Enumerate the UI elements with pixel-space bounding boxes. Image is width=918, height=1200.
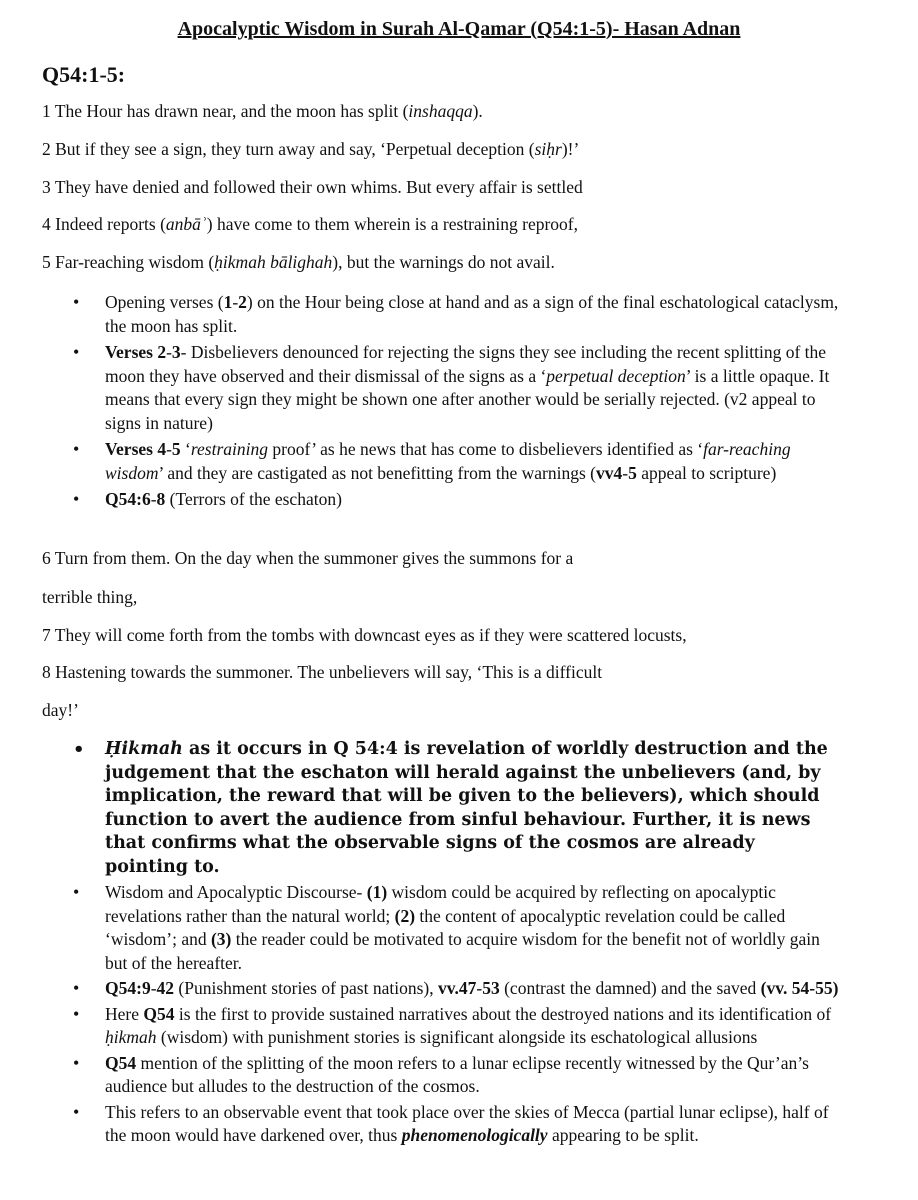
bullet-list: [0, 291, 918, 512]
list-item: • Q54 mention of the splitting of the moon refers to a lunar eclipse recently witnessed by the Qur’an’s audience but alludes to the destruction of the cosmos.: [0, 1052, 918, 1099]
list-item: • Opening verses (1-2) on the Hour being close at hand and as a sign of the final eschatological cataclysm, the moon has split.: [0, 291, 918, 338]
verse-line: 8 Hastening towards the summoner. The unbelievers will say, ‘This is a difficult: [42, 662, 603, 682]
list-item: • Verses 2-3- Disbelievers denounced for rejecting the signs they see including the recent splitting of the moon they have observed and their dismissal of the signs as a ‘perpetual deception’ is a little opaque. It means that every sign they might be shown one after another would be serially rejected. (v2 appeal to signs in nature): [0, 341, 918, 435]
verse-line: 7 They will come forth from the tombs with downcast eyes as if they were scattered locusts,: [42, 625, 687, 645]
verse-line: 6 Turn from them. On the day when the summoner gives the summons for a: [42, 548, 574, 568]
bullet-list: [0, 738, 918, 1150]
section-heading: Q54:1-5:: [42, 62, 126, 87]
list-item: • Q54:9-42 (Punishment stories of past nations), vv.47-53 (contrast the damned) and the saved (vv. 54-55): [0, 977, 918, 1001]
list-item: • Q54:6-8 (Terrors of the eschaton): [0, 488, 918, 512]
verse-line: 2 But if they see a sign, they turn away and say, ‘Perpetual deception (siḥr)!’: [42, 139, 580, 159]
list-item: • This refers to an observable event that took place over the skies of Mecca (partial lunar eclipse), half of the moon would have darkened over, thus phenomenologically appearing to be split.: [0, 1101, 918, 1148]
verse-line: 5 Far-reaching wisdom (ḥikmah bālighah), but the warnings do not avail.: [42, 252, 555, 272]
verse-line: 1 The Hour has drawn near, and the moon has split (inshaqqa).: [42, 101, 483, 121]
list-item: • Ḥikmah as it occurs in Q 54:4 is revelation of worldly destruction and the judgement that the eschaton will herald against the unbelievers (and, by implication, the reward that will be given to the believers), which should function to avert the audience from sinful behaviour. Further, it is news that confirms what the observable signs of the cosmos are already pointing to.: [0, 738, 918, 879]
verse-line: day!’: [42, 700, 79, 720]
list-item: • Here Q54 is the first to provide sustained narratives about the destroyed nations and its identification of ḥikmah (wisdom) with punishment stories is significant alongside its eschatological allusions: [0, 1003, 918, 1050]
list-item: • Verses 4-5 ‘restraining proof’ as he news that has come to disbelievers identified as ‘far-reaching wisdom’ and they are castigated as not benefitting from the warnings (vv4-5 appeal to scripture): [0, 438, 918, 485]
document-title: Apocalyptic Wisdom in Surah Al-Qamar (Q54:1-5)- Hasan Adnan: [177, 18, 741, 40]
verse-line: 3 They have denied and followed their own whims. But every affair is settled: [42, 177, 583, 197]
verse-line: terrible thing,: [42, 587, 138, 607]
list-item: • Wisdom and Apocalyptic Discourse- (1) wisdom could be acquired by reflecting on apocalyptic revelations rather than the natural world; (2) the content of apocalyptic revelation could be called ‘wisdom’; and (3) the reader could be motivated to acquire wisdom for the benefit not of worldly gain but of the hereafter.: [0, 881, 918, 975]
verse-line: 4 Indeed reports (anbāʾ) have come to them wherein is a restraining reproof,: [42, 214, 579, 234]
